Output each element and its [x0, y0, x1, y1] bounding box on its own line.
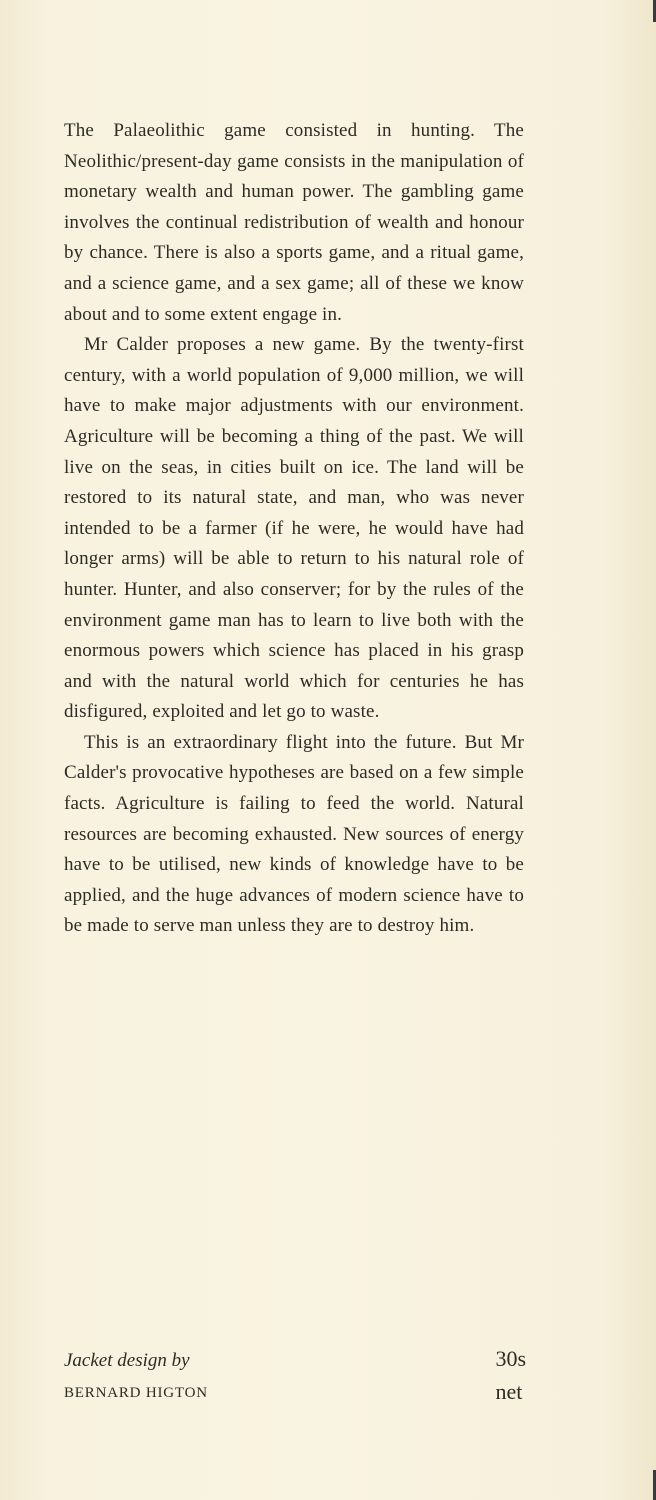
designer-name: BERNARD HIGTON — [64, 1385, 208, 1401]
price — [495, 1344, 526, 1407]
blurb-paragraph-1: The Palaeolithic game consisted in hunting. The Neolithic/present-day game consists in the manipulation of monetary wealth and human power. The gambling game involves the continual redistribution of wealth and honour by chance. There is also a sports game, and a ritual game, and a science game, and a sex game; all of these we know about and to some extent engage in. — [64, 120, 524, 325]
price-amount: 30s — [495, 1346, 526, 1371]
price-unit: net — [495, 1379, 523, 1404]
designer-credit — [64, 1346, 208, 1408]
blurb-paragraph-2: Mr Calder proposes a new game. By the twenty-first century, with a world population of 9,000 million, we will have to make major adjustments with our environment. Agriculture will be becoming a thing of the past. We will live on the seas, in cities built on ice. The land will be restored to its natural state, and man, who was never intended to be a farmer (if he were, he would have had longer arms) will be able to return to his natural role of hunter. Hunter, and also conserver; for by the rules of the environment game man has to learn to live both with the enormous powers which science has placed in his grasp and with the natural world which for centuries he has disfigured, exploited and let go to waste. — [64, 334, 524, 723]
blurb-text — [64, 116, 524, 942]
blurb-paragraph-3: This is an extraordinary flight into the future. But Mr Calder's provocative hypotheses are based on a few simple facts. Agriculture is failing to feed the world. Natural resources are becoming exhausted. New sources of energy have to be utilised, new kinds of knowledge have to be applied, and the huge advances of modern science have to be made to serve man unless they are to destroy him. — [64, 731, 524, 937]
designer-label: Jacket design by — [64, 1350, 190, 1371]
